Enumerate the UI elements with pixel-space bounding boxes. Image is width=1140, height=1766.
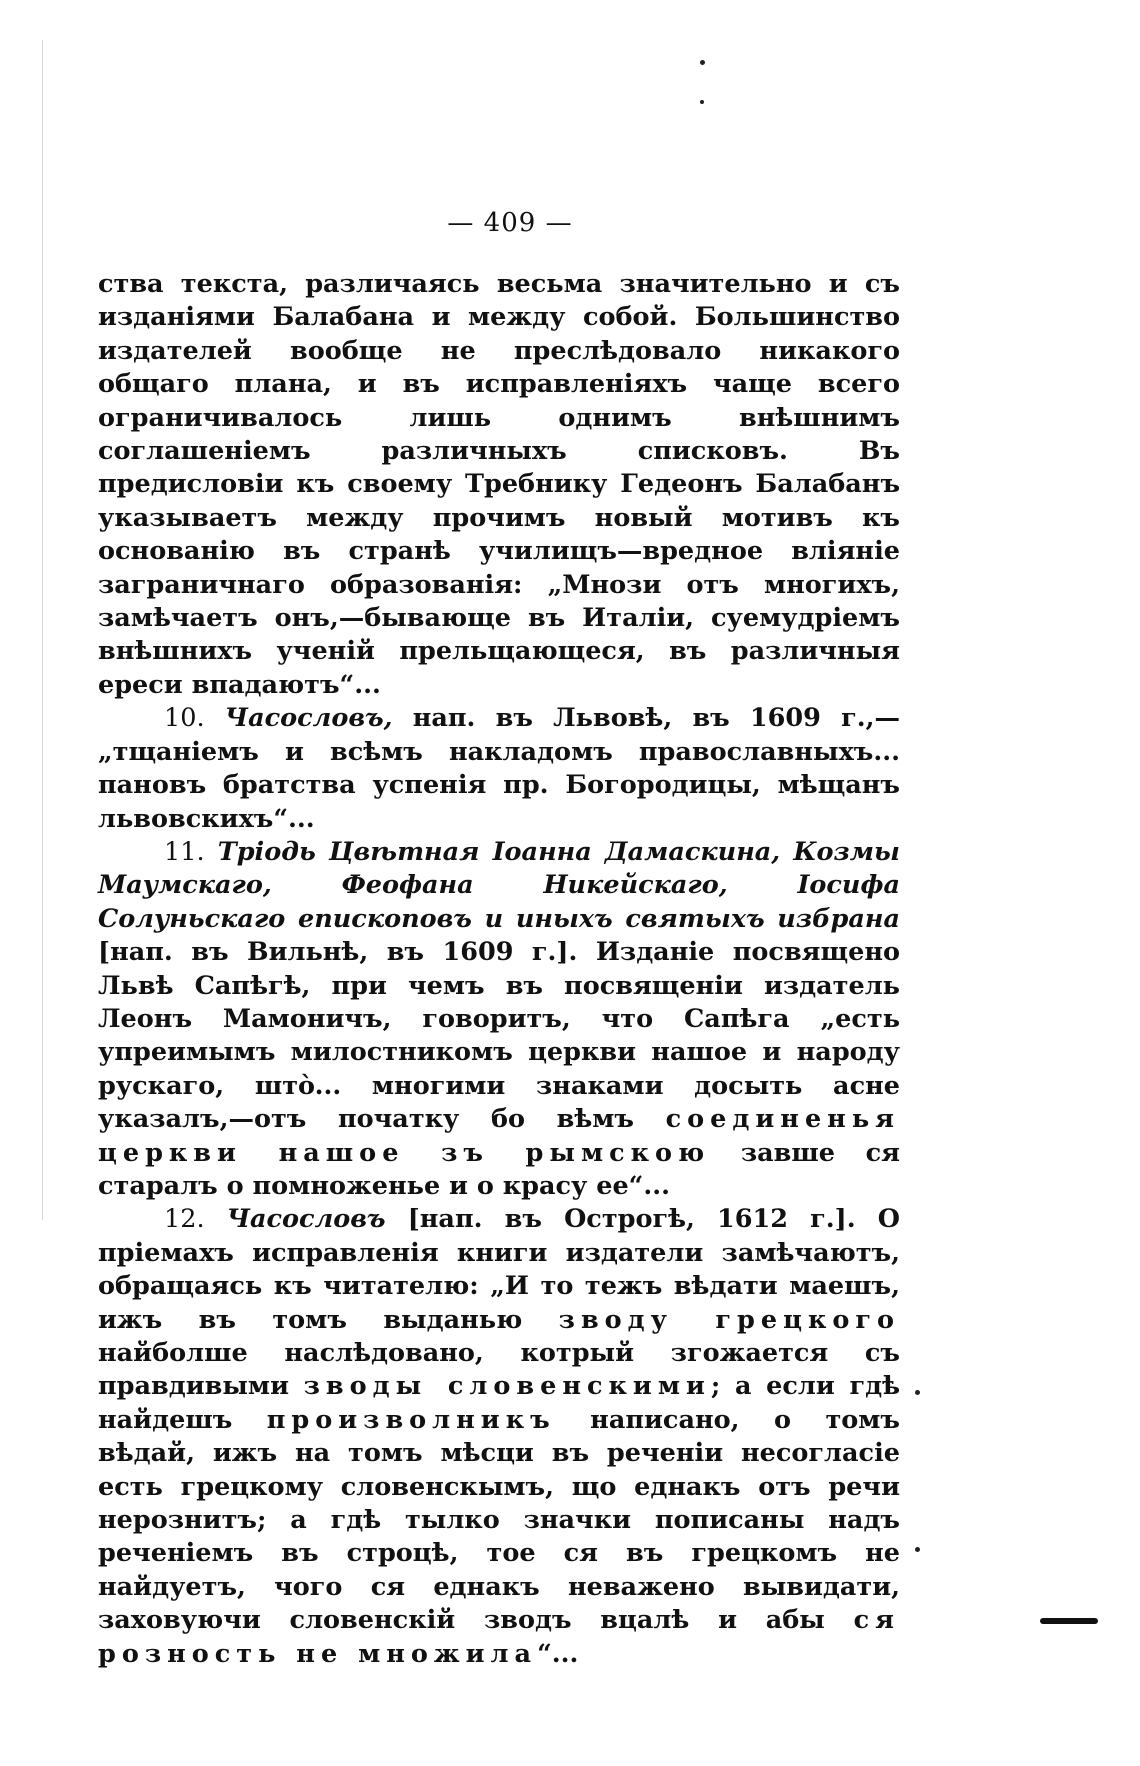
paragraph-text: ; а если гдѣ найдешъ: [98, 1371, 901, 1435]
spaced-emphasis: произволникъ: [266, 1404, 556, 1435]
scan-speck: [700, 60, 705, 65]
item-title: Тріодь Цвѣтная Іоанна Дамаскина, Козмы Маумскаго, Феофана Никейскаго, Іосифа Солуньскаго епископовъ и иныхъ святыхъ избрана: [98, 836, 900, 934]
scan-speck: [915, 1547, 920, 1552]
item-number: 11.: [164, 836, 205, 867]
edge-mark: [1040, 1618, 1098, 1624]
item-title: Часословъ,: [224, 703, 393, 734]
paragraph-text: “...: [537, 1638, 579, 1669]
paragraph-item-11: [98, 836, 900, 1203]
paragraph-item-12: [98, 1203, 900, 1671]
paragraph-item-10: [98, 702, 900, 836]
paragraph-text: [нап. въ Острогѣ, 1612 г.]. О пріемахъ исправленія книги издатели замѣчаютъ, обращаясь къ читателю: „И то тежъ вѣдати маешъ, ижъ въ томъ выданью: [98, 1204, 900, 1335]
paragraph-text: [нап. въ Вильнѣ, въ 1609 г.]. Изданіе посвящено Львѣ Сапѣгѣ, при чемъ въ посвященіи издатель Леонъ Мамоничъ, говоритъ, что Сапѣга „есть упреимымъ милостникомъ церкви нашое и народу рускаго, штò... многими знаками досыть асне указалъ,—отъ початку бо вѣмъ: [98, 937, 900, 1135]
spaced-emphasis: ся розность не множила: [98, 1605, 900, 1669]
paragraph-continuation: [98, 268, 900, 702]
item-number: 10.: [164, 703, 205, 734]
spaced-emphasis: соединенья церкви нашое зъ рымскою: [98, 1104, 900, 1168]
paragraph-text: нап. въ Львовѣ, въ 1609 г.,—„тщаніемъ и всѣмъ накладомъ православныхъ... пановъ братства успенія пр. Богородицы, мѣщанъ львовскихъ“...: [98, 703, 900, 834]
scan-speck: [915, 1390, 920, 1395]
spaced-emphasis: зводу грецкого: [558, 1304, 900, 1335]
item-number: 12.: [164, 1204, 205, 1235]
paragraph-text: ства текста, различаясь весьма значительно и съ изданіями Балабана и между собой. Большинство издателей вообще не преслѣдовало никакого общаго плана, и въ исправленіяхъ чаще всего ограничивалось лишь однимъ внѣшнимъ соглашеніемъ различныхъ списковъ. Въ предисловіи къ своему Требнику Гедеонъ Балабанъ указываетъ между прочимъ новый мотивъ къ основанію въ странѣ училищъ—вредное вліяніе заграничнаго образованія: „Мнози отъ многихъ, замѣчаетъ онъ,—бывающе въ Италіи, суемудріемъ внѣшнихъ ученій прельщающеся, въ различныя ереси впадаютъ“...: [98, 269, 900, 700]
paragraph-text: написано, о томъ вѣдай, ижъ на томъ мѣсци въ реченіи несогласіе есть грецкому словенскымъ, що еднакъ отъ речи нерознитъ; а гдѣ тылко значки пописаны надъ реченіемъ въ строцѣ, тое ся въ грецкомъ не найдуетъ, чого ся еднакъ неважено вывидати, заховуючи словенскій зводъ вцалѣ и абы: [98, 1404, 900, 1636]
spaced-emphasis: зводы словенскими: [303, 1371, 711, 1402]
item-title: Часословъ: [226, 1204, 386, 1235]
page-number: — 409 —: [447, 208, 573, 238]
scan-speck: [700, 100, 704, 104]
body-text: [98, 268, 900, 1671]
paragraph-text: найболше наслѣдовано, котрый згожается съ правдивыми: [98, 1338, 900, 1402]
paragraph-text: завше ся старалъ о помноженье и о красу ее“...: [98, 1137, 900, 1201]
